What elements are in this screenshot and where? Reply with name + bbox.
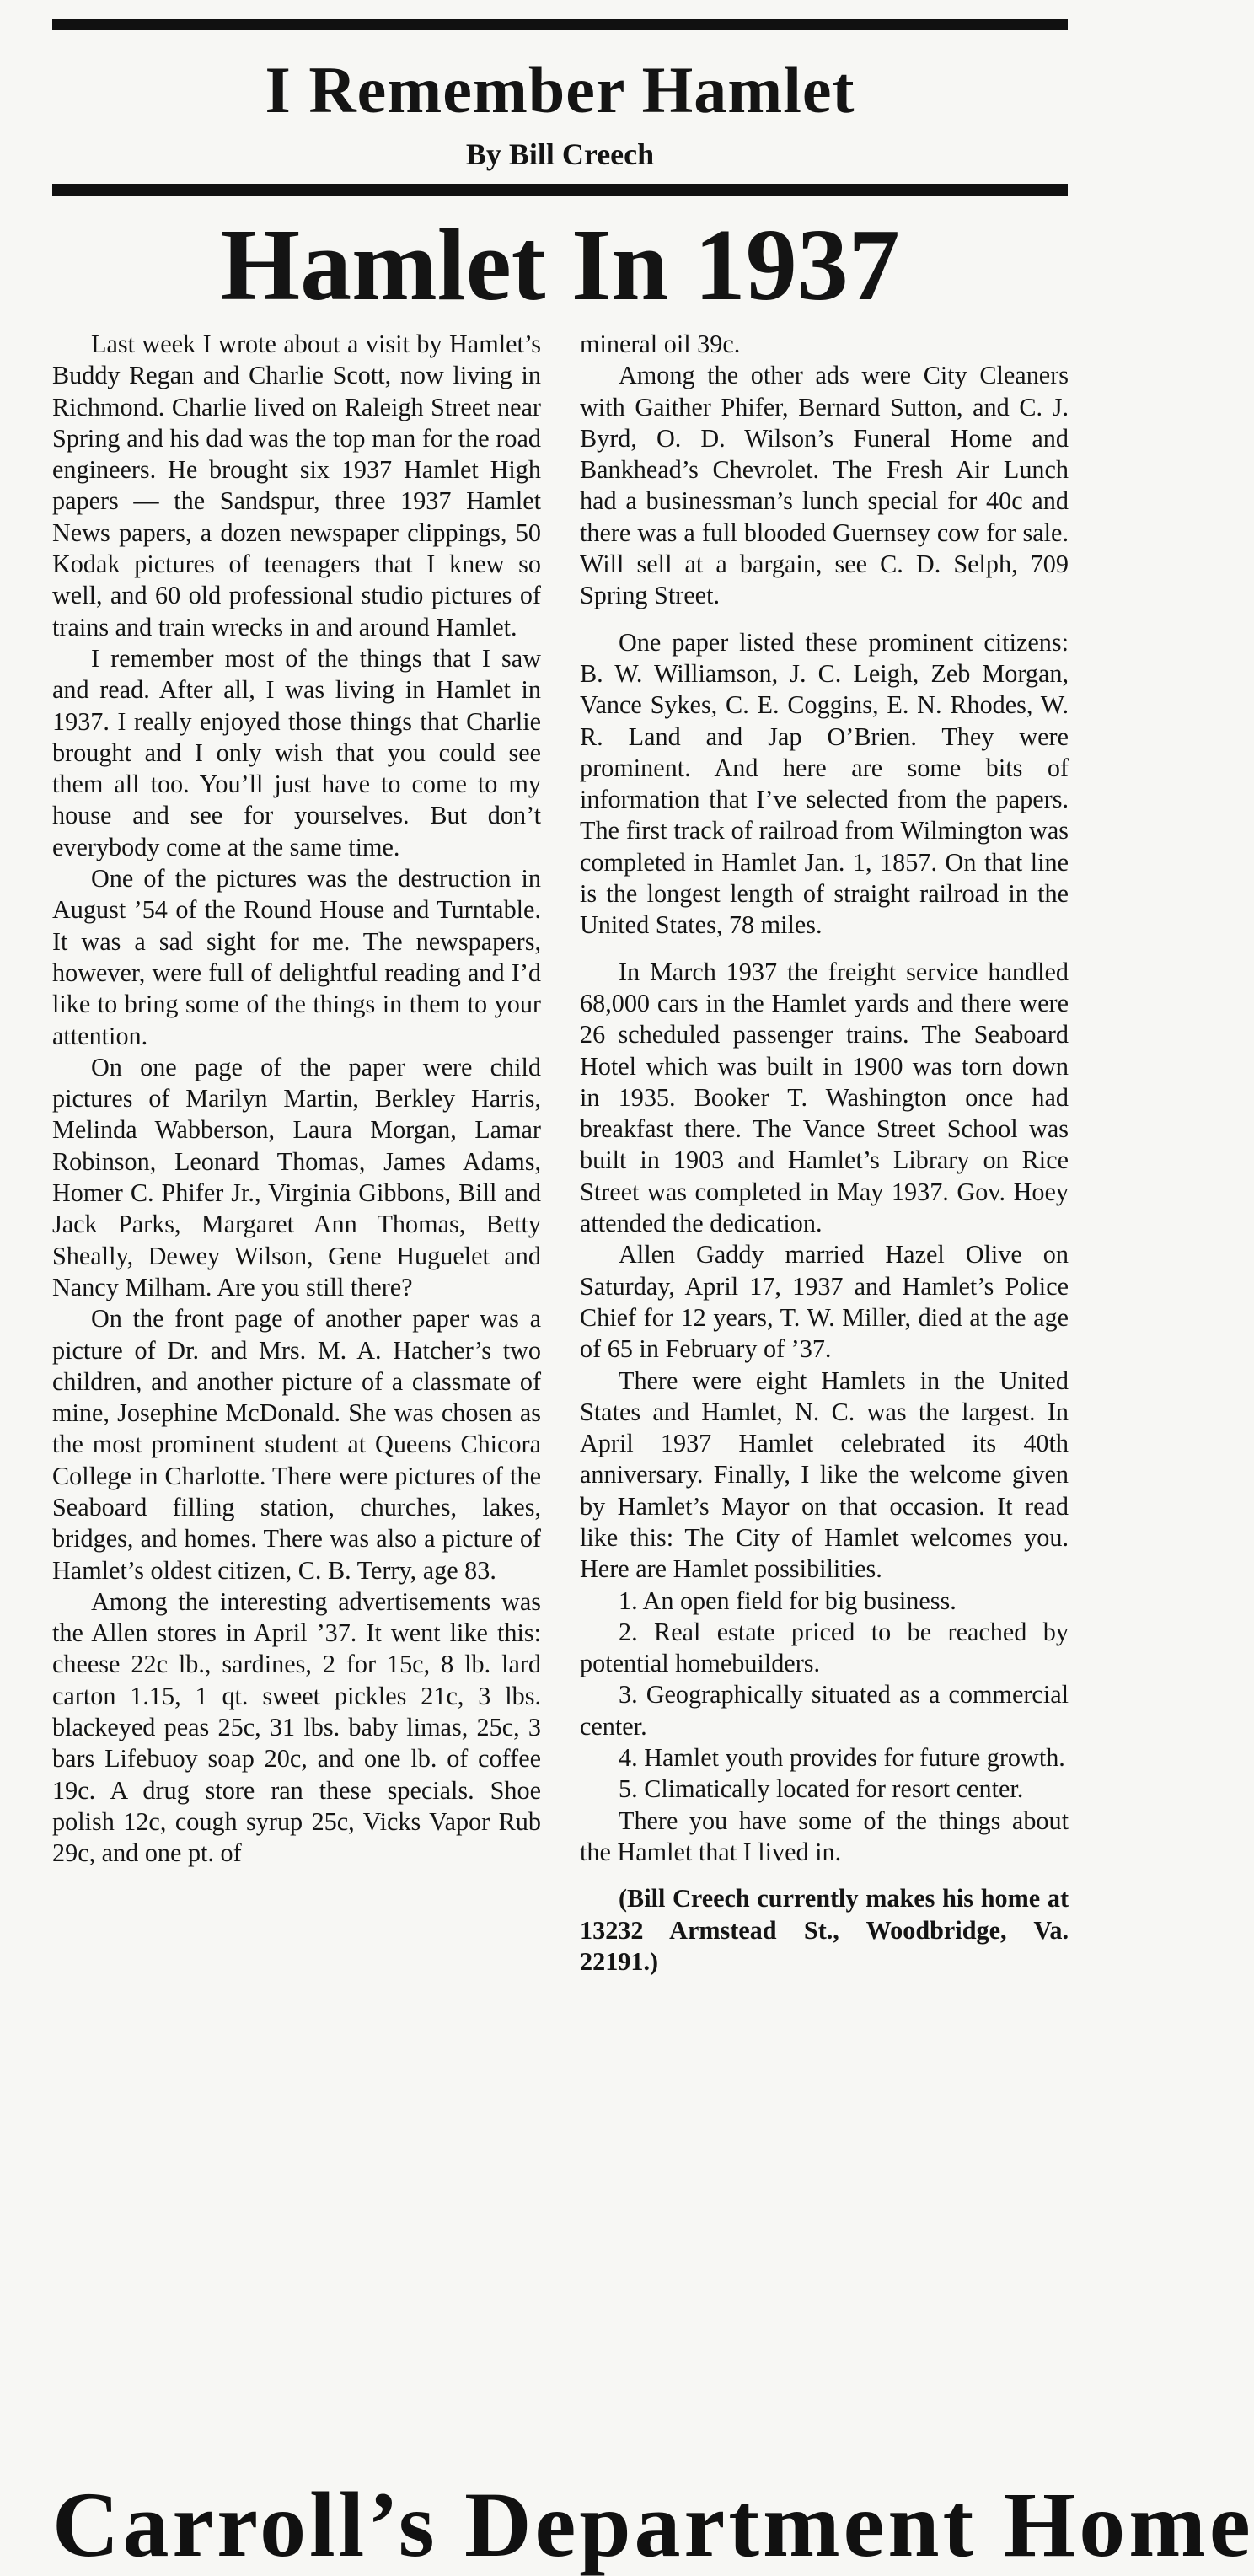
possibility-list-item: 1. An open field for big business. [619,1586,957,1615]
article-paragraph: On the front page of another paper was a picture of Dr. and Mrs. M. A. Hatcher’s two children, and another picture of a classmate of mine, Josephine McDonald. She was chosen as the most prominent student at Queens Chicora College in Charlotte. There were pictures of the Seaboard filling station, churches, lakes, bridges, and homes. There was also a picture of Hamlet’s oldest citizen, C. B. Terry, age 83. [52,1304,541,1585]
column-title: I Remember Hamlet [265,53,855,126]
article-paragraph: There were eight Hamlets in the United States and Hamlet, N. C. was the largest. In April 1937 Hamlet celebrated its 40th anniversary. Finally, I like the welcome given by Hamlet’s Mayor on that occasion. It read like this: The City of Hamlet welcomes you. Here are Hamlet possibilities. [580,1366,1069,1584]
article-paragraph: Among the interesting advertisements was the Allen stores in April ’37. It went like this: cheese 22c lb., sardines, 2 for 15c, 8 lb. lard carton 1.15, 1 qt. sweet pickles 21c, 3 lbs. blackeyed peas 25c, 31 lbs. baby limas, 25c, 3 bars Lifebuoy soap 20c, and one lb. of coffee 19c. A drug store ran these specials. Shoe polish 12c, cough syrup 25c, Vicks Vapor Rub 29c, and one pt. of [52,1586,541,1868]
possibility-list-item: 2. Real estate priced to be reached by potential homebuilders. [580,1617,1069,1678]
article-paragraph: Among the other ads were City Cleaners with Gaither Phifer, Bernard Sutton, and C. J. Byrd, O. D. Wilson’s Funeral Home and Bankhead’s Chevrolet. The Fresh Air Lunch had a businessman’s lunch special for 40c and there was a full blooded Guernsey cow for sale. Will sell at a bargain, see C. D. Selph, 709 Spring Street. [580,361,1069,610]
article-paragraph: There you have some of the things about the Hamlet that I lived in. [580,1806,1069,1866]
article-paragraph: One paper listed these prominent citizens: B. W. Williamson, J. C. Leigh, Zeb Morgan, Vance Sykes, C. E. Coggins, E. N. Rhodes, W. R. Land and Jap O’Brien. They were prominent. And here are some bits of information that I’ve selected from the papers. The first track of railroad from Wilmington was completed in Hamlet Jan. 1, 1857. On that line is the longest length of straight railroad in the United States, 78 miles. [580,627,1069,940]
article-paragraph: Allen Gaddy married Hazel Olive on Saturday, April 17, 1937 and Hamlet’s Police Chief for 12 years, T. W. Miller, died at the age of 65 in February of ’37. [580,1240,1069,1364]
next-article-headline-fragment: Carroll’s Department Home [52,2473,1254,2576]
article-paragraph-continuation: mineral oil 39c. [580,330,741,358]
article-paragraph: One of the pictures was the destruction in August ’54 of the Round House and Turntable. It was a sad sight for me. The newspapers, however, were full of delightful reading and I’d like to bring some of the things in them to your attention. [52,864,541,1050]
article-headline: Hamlet In 1937 [220,208,900,322]
possibility-list-item: 4. Hamlet youth provides for future growth. [619,1743,1065,1773]
byline: By Bill Creech [465,137,655,171]
article-paragraph: I remember most of the things that I saw and read. After all, I was living in Hamlet in 1937. I really enjoyed those things that Charlie brought and I only wish that you could see them all too. You’ll just have to come to my house and see for yourselves. But don’t everybody come at the same time. [52,643,541,861]
article-column-left [52,329,541,1870]
article-column-right [580,329,1069,1978]
article-paragraph: Last week I wrote about a visit by Hamlet’s Buddy Regan and Charlie Scott, now living in Richmond. Charlie lived on Raleigh Street near Spring and his dad was the top man for the road engineers. He brought six 1937 Hamlet High papers — the Sandspur, three 1937 Hamlet News papers, a dozen newspaper clippings, 50 Kodak pictures of teenagers that I knew so well, and 60 old professional studio pictures of trains and train wrecks in and around Hamlet. [52,330,541,641]
article-paragraph: In March 1937 the freight service handled 68,000 cars in the Hamlet yards and there were 26 scheduled passenger trains. The Seaboard Hotel which was built in 1900 was torn down in 1935. Booker T. Washington once had breakfast there. The Vance Street School was built in 1903 and Hamlet’s Library on Rice Street was completed in May 1937. Gov. Hoey attended the dedication. [580,957,1069,1238]
article-paragraph: On one page of the paper were child pictures of Marilyn Martin, Berkley Harris, Melinda Wabberson, Laura Morgan, Lamar Robinson, Leonard Thomas, James Adams, Homer C. Phifer Jr., Virginia Gibbons, Bill and Jack Parks, Margaret Ann Thomas, Betty Sheally, Dewey Wilson, Gene Huguelet and Nancy Milham. Are you still there? [52,1052,541,1301]
top-rule [52,19,1068,30]
title-rule [52,184,1068,196]
possibility-list-item: 3. Geographically situated as a commercial center. [580,1680,1069,1741]
possibility-list-item: 5. Climatically located for resort center. [619,1774,1024,1804]
author-note: (Bill Creech currently makes his home at 13232 Armstead St., Woodbridge, Va. 22191.) [580,1884,1069,1976]
